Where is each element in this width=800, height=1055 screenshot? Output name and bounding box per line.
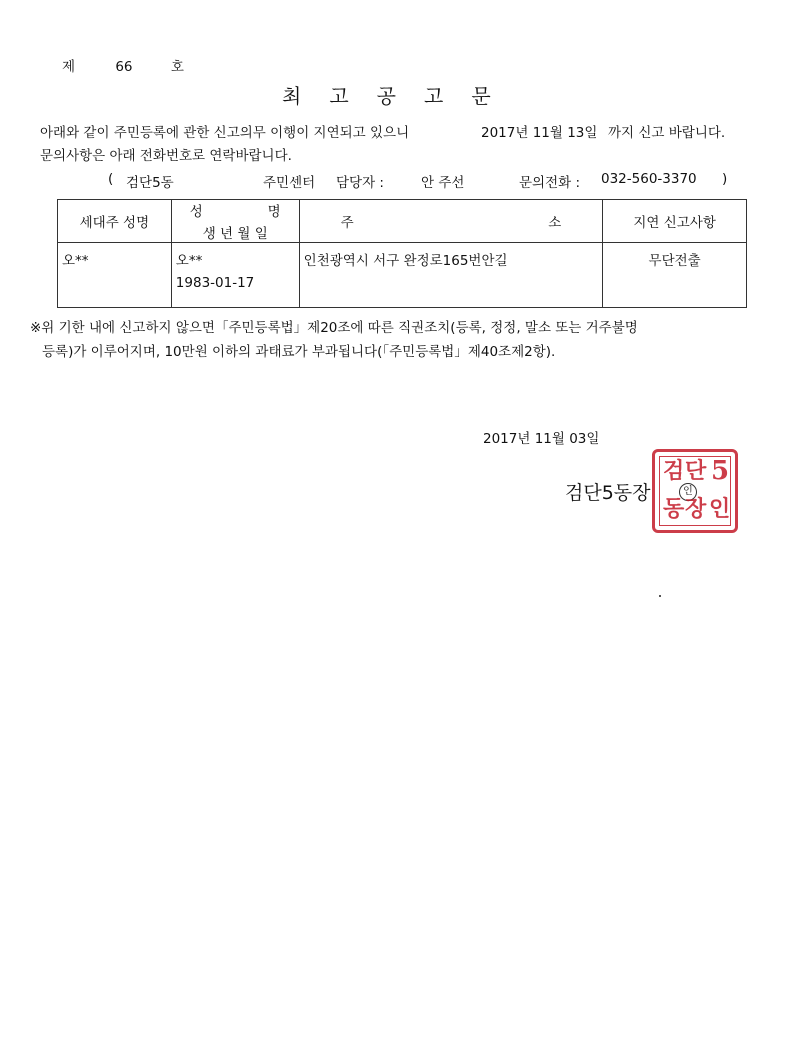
header-name-a: 성 — [189, 204, 203, 220]
table-header-row — [58, 200, 747, 243]
contact-phone-label: 문의전화 : — [519, 175, 581, 191]
title-char: 고 — [329, 84, 351, 108]
header-birth: 생 년 월 일 — [202, 226, 268, 242]
delinquent-report-table — [57, 199, 747, 308]
header-name — [172, 200, 299, 220]
contact-phone: 032-560-3370 — [601, 171, 697, 187]
header-reason: 지연 신고사항 — [603, 200, 747, 243]
official-stamp — [652, 449, 738, 533]
header-name-b: 명 — [267, 204, 281, 220]
contact-manager-label: 담당자 : — [336, 175, 384, 191]
scan-speck — [659, 595, 661, 597]
seal-mark: 인 — [679, 483, 697, 501]
intro-line-1: 아래와 같이 주민등록에 관한 신고의무 이행이 지연되고 있으니 — [40, 125, 410, 141]
intro-line-2: 문의사항은 아래 전화번호로 연락바랍니다. — [40, 148, 292, 164]
stamp-glyph: 단 — [685, 458, 707, 484]
contact-manager: 안 주선 — [421, 175, 465, 191]
stamp-glyph: 장 — [685, 496, 707, 522]
cell-name-birth — [171, 243, 299, 308]
document-title — [282, 80, 493, 109]
title-char: 고 — [423, 84, 446, 108]
title-char: 공 — [376, 84, 398, 108]
contact-office: 검단5동 — [126, 175, 174, 191]
intro-line-1-tail: 까지 신고 바랍니다. — [608, 125, 726, 141]
header-name-birth — [171, 200, 299, 243]
signatory: 검단5동장 — [565, 482, 651, 504]
doc-number-value: 66 — [115, 59, 133, 75]
stamp-glyph: 5 — [711, 456, 730, 486]
doc-number-prefix: 제 — [62, 59, 76, 75]
cell-birth: 1983-01-17 — [175, 275, 255, 291]
stamp-glyph: 검 — [663, 458, 685, 484]
notice-line-1: ※위 기한 내에 신고하지 않으면「주민등록법」제20조에 따른 직권조치(등록, 정정, 말소 또는 거주불명 — [30, 320, 638, 336]
contact-open-paren: ( — [108, 171, 114, 187]
stamp-glyph: 동 — [663, 496, 685, 522]
header-address-b: 소 — [548, 215, 562, 231]
header-address — [299, 200, 603, 243]
title-char: 최 — [282, 84, 304, 108]
header-address-a: 주 — [340, 215, 354, 231]
cell-reason: 무단전출 — [603, 243, 747, 308]
contact-center: 주민센터 — [263, 175, 316, 191]
cell-name: 오** — [175, 253, 203, 269]
document-number — [62, 55, 184, 75]
stamp-glyph: 인 — [709, 496, 731, 522]
table-row — [58, 243, 747, 308]
cell-address: 인천광역시 서구 완정로165번안길 — [299, 243, 603, 308]
contact-close-paren: ) — [722, 171, 728, 187]
header-householder: 세대주 성명 — [58, 200, 172, 243]
deadline-date: 2017년 11월 13일 — [481, 125, 598, 141]
notice-line-2: 등록)가 이루어지며, 10만원 이하의 과태료가 부과됩니다(「주민등록법」제40조제2항). — [42, 344, 556, 360]
cell-householder: 오** — [58, 243, 172, 308]
title-char: 문 — [471, 84, 493, 108]
issue-date: 2017년 11월 03일 — [483, 431, 600, 447]
doc-number-suffix: 호 — [170, 59, 184, 75]
